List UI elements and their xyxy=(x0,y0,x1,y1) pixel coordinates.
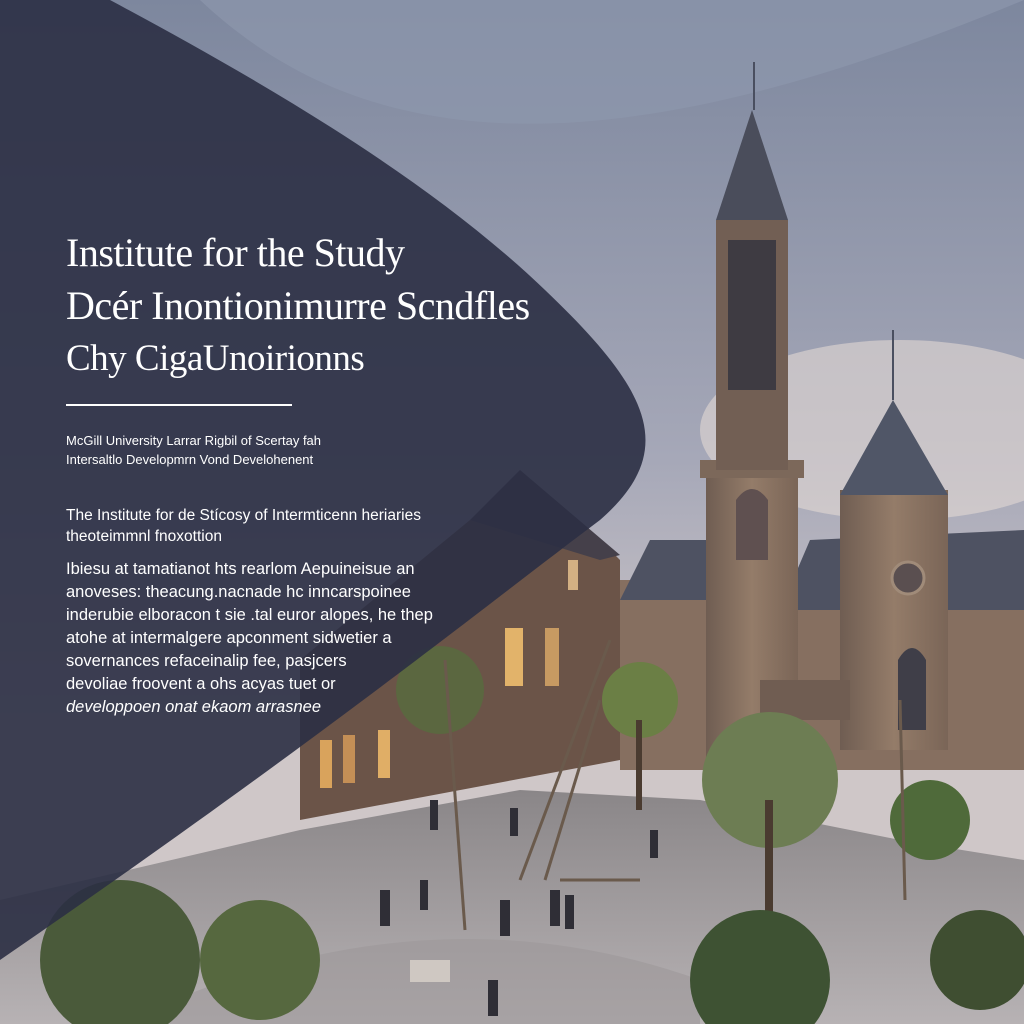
title-line: Institute for the Study xyxy=(66,230,405,275)
body-line: developpoen onat ekaom arrasnee xyxy=(66,698,322,716)
affiliation-line: Intersaltlo Developmrn Vond Develohenent xyxy=(66,452,314,467)
body-line: sovernances refaceinalip fee, pasjcers xyxy=(66,652,347,670)
page-title xyxy=(66,226,666,385)
body-line: inderubie elboracon t sie .tal euror alopes, he thep xyxy=(66,606,433,624)
body-line: Ibiesu at tamatianot hts rearlom Aepuineisue an xyxy=(66,560,415,578)
divider xyxy=(66,404,292,406)
title-line: Chy CigaUnoirionns xyxy=(66,338,365,379)
body-line: devoliae froovent a ohs acyas tuet or xyxy=(66,675,336,693)
affiliation-line: McGill University Larrar Rigbil of Scertay fah xyxy=(66,433,322,448)
intro-line: The Institute for de Stícosy of Intermticenn heriaries xyxy=(66,507,421,524)
body-text xyxy=(66,558,486,719)
intro-line: theoteimmnl fnoxottion xyxy=(66,528,222,545)
title-line: Dcér Inontionimurre Scndfles xyxy=(66,283,530,328)
affiliation xyxy=(66,431,426,469)
body-line: atohe at intermalgere apconment sidwetier a xyxy=(66,629,392,647)
intro-text xyxy=(66,505,486,547)
body-line: anoveses: theacung.nacnade hc inncarspoinee xyxy=(66,583,411,601)
